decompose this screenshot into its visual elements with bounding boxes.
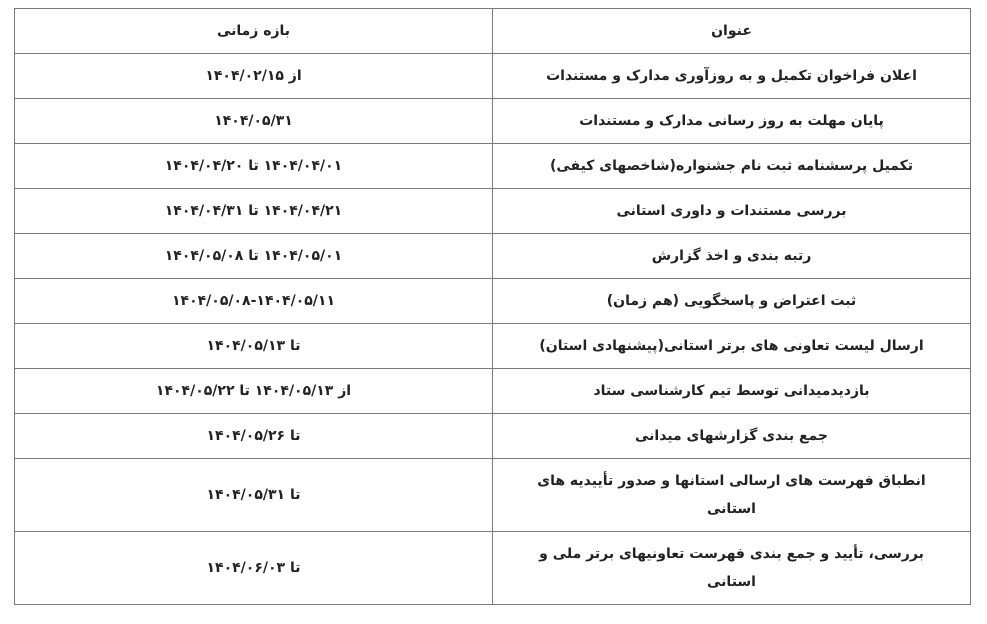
row-period: ۱۴۰۴/۰۴/۰۱ تا ۱۴۰۴/۰۴/۲۰ — [15, 144, 493, 189]
row-title: رتبه بندی و اخذ گزارش — [493, 234, 971, 279]
row-title: ثبت اعتراض و پاسخگویی (هم زمان) — [493, 279, 971, 324]
row-period: تا ۱۴۰۴/۰۵/۱۳ — [15, 324, 493, 369]
row-period: تا ۱۴۰۴/۰۵/۳۱ — [15, 459, 493, 532]
row-title: جمع بندی گزارشهای میدانی — [493, 414, 971, 459]
row-title: اعلان فراخوان تکمیل و به روزآوری مدارک و مستندات — [493, 54, 971, 99]
table-row — [15, 532, 971, 605]
row-period: ۱۴۰۴/۰۵/۰۸-۱۴۰۴/۰۵/۱۱ — [15, 279, 493, 324]
header-title: عنوان — [493, 9, 971, 54]
table-row — [15, 99, 971, 144]
table-header-row — [15, 9, 971, 54]
row-title: بررسی، تأیید و جمع بندی فهرست تعاونیهای برتر ملی و استانی — [493, 532, 971, 605]
table-row — [15, 279, 971, 324]
table-row — [15, 369, 971, 414]
table-row — [15, 459, 971, 532]
header-period: بازه زمانی — [15, 9, 493, 54]
schedule-table — [14, 8, 971, 605]
row-title: بازدیدمیدانی توسط تیم کارشناسی ستاد — [493, 369, 971, 414]
table-row — [15, 414, 971, 459]
row-period: ۱۴۰۴/۰۴/۲۱ تا ۱۴۰۴/۰۴/۳۱ — [15, 189, 493, 234]
row-title: بررسی مستندات و داوری استانی — [493, 189, 971, 234]
row-period: ۱۴۰۴/۰۵/۰۱ تا ۱۴۰۴/۰۵/۰۸ — [15, 234, 493, 279]
row-period: از ۱۴۰۴/۰۵/۱۳ تا ۱۴۰۴/۰۵/۲۲ — [15, 369, 493, 414]
row-title: انطباق فهرست های ارسالی استانها و صدور تأییدیه های استانی — [493, 459, 971, 532]
table-row — [15, 189, 971, 234]
row-period: تا ۱۴۰۴/۰۶/۰۳ — [15, 532, 493, 605]
row-period: تا ۱۴۰۴/۰۵/۲۶ — [15, 414, 493, 459]
row-period: از ۱۴۰۴/۰۲/۱۵ — [15, 54, 493, 99]
row-period: ۱۴۰۴/۰۵/۳۱ — [15, 99, 493, 144]
row-title: تکمیل پرسشنامه ثبت نام جشنواره(شاخصهای کیفی) — [493, 144, 971, 189]
table-row — [15, 144, 971, 189]
row-title: ارسال لیست تعاونی های برتر استانی(پیشنهادی استان) — [493, 324, 971, 369]
table-row — [15, 54, 971, 99]
table-row — [15, 234, 971, 279]
table-row — [15, 324, 971, 369]
row-title: پایان مهلت به روز رسانی مدارک و مستندات — [493, 99, 971, 144]
